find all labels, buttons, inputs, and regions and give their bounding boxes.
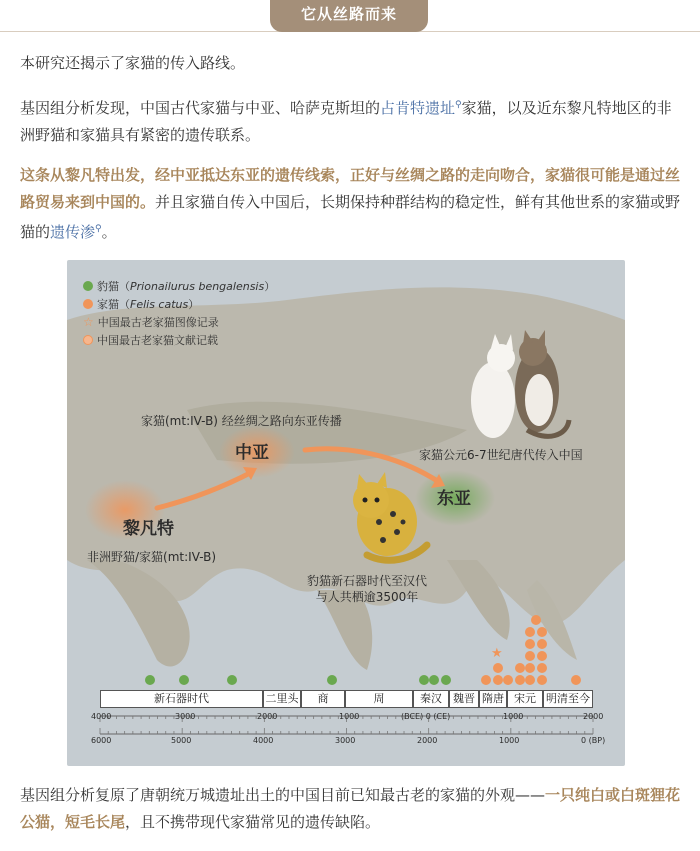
axis-top-label: 2000: [583, 712, 604, 721]
period-sui-tang: 隋唐: [479, 690, 507, 708]
leopard-cat-dot: [227, 675, 237, 685]
leopard-cat-dot: [429, 675, 439, 685]
axis-top-label: (BCE) 0 (CE): [401, 712, 451, 721]
period-neolithic: 新石器时代: [100, 690, 263, 708]
period-qin-han: 秦汉: [413, 690, 449, 708]
paragraph-3-highlight: 这条从黎凡特出发，经中亚抵达东亚的遗传线索，正好与丝绸之路的走向吻合，家猫很可能是通过丝路贸易来到中国的。: [20, 166, 681, 211]
levant-label: 黎凡特: [123, 519, 174, 539]
axis-top-label: 4000: [91, 712, 112, 721]
paragraph-2-text-a: 基因组分析发现，中国古代家猫与中亚、哈萨克斯坦的: [20, 99, 381, 117]
leopard-cat-dot: [145, 675, 155, 685]
axis-bottom-label: 6000: [91, 736, 112, 745]
section-header: [0, 0, 700, 40]
legend-label-oldest-image: 中国最古老家猫图像记录: [97, 316, 219, 329]
paragraph-3-text-a: 并且家猫自传入中国后，长期保持种群结构的稳定性，鲜有其他世系的家猫或野猫的: [20, 193, 681, 241]
star-icon: ☆: [83, 315, 94, 329]
domestic-cat-dot: [493, 675, 503, 685]
period-shang: 商: [301, 690, 345, 708]
paragraph-4: [20, 782, 682, 836]
domestic-cat-dot: [493, 663, 503, 673]
domestic-cat-dot: [525, 639, 535, 649]
legend-item-domestic-cat: [83, 296, 199, 312]
domestic-cat-dot: [481, 675, 491, 685]
axis-top-label: 1000: [503, 712, 524, 721]
domestic-cat-dot: [537, 639, 547, 649]
axis-top-label: 1000: [339, 712, 360, 721]
search-icon[interactable]: ⚲: [95, 224, 102, 234]
route-label: 家猫(mt:IV-B) 经丝绸之路向东亚传播: [141, 414, 342, 428]
link-genetic-introgression[interactable]: 遗传渗: [50, 223, 96, 241]
domestic-cat-dot: [515, 675, 525, 685]
central-asia-label: 中亚: [235, 443, 269, 463]
domestic-cat-dot: [537, 675, 547, 685]
orange-dot-icon: [83, 299, 93, 309]
leopard-cat-dot: [327, 675, 337, 685]
period-wei-jin: 魏晋: [449, 690, 479, 708]
east-asia-label: 东亚: [437, 489, 471, 509]
paragraph-3: [20, 162, 682, 246]
axis-bottom-label: 3000: [335, 736, 356, 745]
axis-bottom-label: 0 (BP): [581, 736, 606, 745]
axis-top-label: 3000: [175, 712, 196, 721]
legend-label-leopard-cat: 豹猫（Prionailurus bengalensis）: [97, 280, 276, 293]
legend-item-oldest-image: [83, 314, 219, 330]
legend-label-oldest-record: 中国最古老家猫文献记载: [97, 334, 218, 347]
levant-note: 非洲野猫/家猫(mt:IV-B): [87, 550, 217, 564]
domestic-cat-dot: [525, 627, 535, 637]
green-dot-icon: [83, 281, 93, 291]
period-ming-qing: 明清至今: [543, 690, 593, 708]
period-song-yuan: 宋元: [507, 690, 543, 708]
domestic-cat-dot: [503, 675, 513, 685]
legend-item-leopard-cat: [83, 278, 275, 294]
legend-item-oldest-record: [83, 332, 218, 348]
paragraph-1: 本研究还揭示了家猫的传入路线。: [20, 54, 246, 72]
tang-label: 家猫公元6-7世纪唐代传入中国: [419, 448, 583, 462]
axis-bottom-label: 2000: [417, 736, 438, 745]
domestic-cat-dot: [525, 663, 535, 673]
domestic-cat-dot: [537, 651, 547, 661]
axis-top-label: 2000: [257, 712, 278, 721]
cat-migration-figure: [67, 260, 625, 766]
legend-label-domestic-cat: 家猫（Felis catus）: [97, 298, 200, 311]
period-zhou: 周: [345, 690, 413, 708]
domestic-cat-dot: [525, 651, 535, 661]
period-erlitou: 二里头: [263, 690, 301, 708]
leopard-cat-label: 豹猫新石器时代至汉代: [306, 574, 427, 588]
leopard-cat-dot: [419, 675, 429, 685]
leopard-cat-dot: [179, 675, 189, 685]
section-title: 它从丝路而来: [270, 0, 428, 32]
paragraph-2-text-b: 家猫，以及近东黎凡特地区的非洲野猫和家猫具有紧密的遗传联系。: [20, 99, 672, 144]
paragraph-4-highlight: 一只纯白或白斑狸花公猫，短毛长尾: [20, 786, 681, 831]
domestic-cat-dot: [537, 663, 547, 673]
domestic-cat-dot: [531, 615, 541, 625]
leopard-cat-dot: [441, 675, 451, 685]
paragraph-4-text-a: 基因组分析复原了唐朝统万城遗址出土的中国目前已知最古老的家猫的外观——: [20, 786, 546, 804]
paragraph-2: [20, 92, 682, 149]
axis-bottom-label: 5000: [171, 736, 192, 745]
paragraph-3-text-b: 。: [101, 223, 117, 241]
search-icon[interactable]: ⚲: [455, 100, 462, 110]
domestic-cat-dot: [571, 675, 581, 685]
domestic-cat-dot: [515, 663, 525, 673]
leopard-cat-label-2: 与人共栖逾3500年: [315, 590, 419, 604]
link-zhankente-site[interactable]: 占肯特遗址: [380, 99, 456, 117]
axis-bottom-label: 1000: [499, 736, 520, 745]
orange-outline-dot-icon: [83, 335, 93, 345]
oldest-image-star-icon: ★: [491, 646, 503, 661]
domestic-cat-dot: [537, 627, 547, 637]
paragraph-4-text-b: ，且不携带现代家猫常见的遗传缺陷。: [125, 813, 381, 831]
domestic-cat-dot: [525, 675, 535, 685]
axis-bottom-label: 4000: [253, 736, 274, 745]
